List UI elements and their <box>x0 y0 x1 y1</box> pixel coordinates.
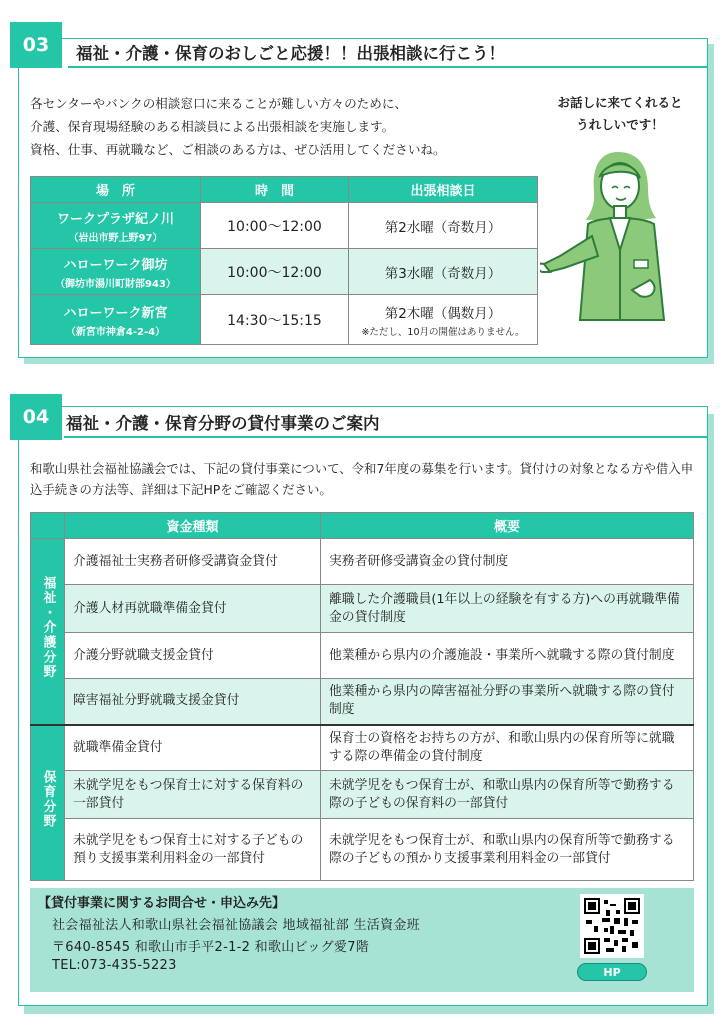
section4-title-underline <box>64 436 708 438</box>
place-cell <box>31 249 201 295</box>
qr-code-icon[interactable] <box>580 894 644 958</box>
place-address: （岩出市野上野97） <box>68 232 163 244</box>
contact-org: 社会福祉法人和歌山県社会福祉協議会 地域福祉部 生活資金班 <box>52 918 420 933</box>
intro-line-1: 各センターやバンクの相談窓口に来ることが難しい方々のために、 <box>30 96 408 111</box>
time-cell: 10:00〜12:00 <box>201 249 349 295</box>
day-note: ※ただし、10月の開催はありません。 <box>361 326 525 338</box>
table-row <box>31 679 694 725</box>
fund-name: 介護人材再就職準備金貸付 <box>65 585 321 633</box>
place-name: ハローワーク御坊 <box>63 257 168 273</box>
fund-summary: 未就学児をもつ保育士が、和歌山県内の保育所等で勤務する際の子どもの預かり支援事業利用料金の一部貸付 <box>321 819 694 881</box>
intro-line-2: 介護、保育現場経験のある相談員による出張相談を実施します。 <box>30 119 395 134</box>
section3-title-underline <box>68 66 708 68</box>
table-row <box>31 771 694 819</box>
section3-title: 福祉・介護・保育のおしごと応援！！出張相談に行こう！ <box>76 44 505 63</box>
header-time: 時 間 <box>201 177 349 203</box>
time-cell: 10:00〜12:00 <box>201 203 349 249</box>
table-row <box>31 725 694 771</box>
hp-button[interactable]: HP <box>577 963 647 981</box>
fund-name: 介護分野就職支援金貸付 <box>65 633 321 679</box>
header-summary: 概要 <box>321 513 694 539</box>
contact-heading: 【貸付事業に関するお問合せ・申込み先】 <box>38 896 286 911</box>
section4-intro: 和歌山県社会福祉協議会では、下記の貸付事業について、令和7年度の募集を行います。貸付けの対象となる方や借入申込手続きの方法等、詳細は下記HPをご確認ください。 <box>30 461 694 497</box>
intro-line-3: 資格、仕事、再就職など、ご相談のある方は、ぜひ活用してくださいね。 <box>30 142 446 157</box>
fund-summary: 保育士の資格をお持ちの方が、和歌山県内の保育所等に就職する際の準備金の貸付制度 <box>321 725 694 771</box>
table-row <box>31 819 694 881</box>
time-cell: 14:30〜15:15 <box>201 295 349 345</box>
table-header-row <box>31 177 538 203</box>
fund-summary: 他業種から県内の障害福祉分野の事業所へ就職する際の貸付制度 <box>321 679 694 725</box>
fund-name: 介護福祉士実務者研修受講資金貸付 <box>65 539 321 585</box>
speech-line-2: うれしいです！ <box>576 117 664 132</box>
header-fund-type: 資金種類 <box>65 513 321 539</box>
place-address: （新宮市神倉4-2-4） <box>65 326 166 338</box>
qr-pattern <box>584 898 640 954</box>
day-cell <box>349 249 538 295</box>
fund-summary: 離職した介護職員(1年以上の経験を有する方)への再就職準備金の貸付制度 <box>321 585 694 633</box>
day-cell <box>349 203 538 249</box>
fund-summary: 実務者研修受講資金の貸付制度 <box>321 539 694 585</box>
place-cell <box>31 295 201 345</box>
table-row <box>31 203 538 249</box>
table-row <box>31 633 694 679</box>
section4-title: 福祉・介護・保育分野の貸付事業のご案内 <box>66 414 380 433</box>
place-address: （御坊市湯川町財部943） <box>55 278 176 290</box>
fund-name: 未就学児をもつ保育士に対する子どもの預り支援事業利用料金の一部貸付 <box>65 819 321 881</box>
fund-summary: 未就学児をもつ保育士が、和歌山県内の保育所等で勤務する際の子どもの保育料の一部貸付 <box>321 771 694 819</box>
header-day: 出張相談日 <box>349 177 538 203</box>
fund-name: 就職準備金貸付 <box>65 725 321 771</box>
fund-name: 未就学児をもつ保育士に対する保育料の一部貸付 <box>65 771 321 819</box>
table-row <box>31 295 538 345</box>
speech-text <box>540 92 700 136</box>
consultant-illustration <box>540 140 700 340</box>
day-text: 第3水曜（奇数月） <box>384 265 502 282</box>
section3-number-badge: 03 <box>10 22 62 68</box>
day-text: 第2木曜（偶数月） <box>384 305 502 322</box>
loan-table <box>30 512 694 881</box>
day-text: 第2水曜（奇数月） <box>384 219 502 236</box>
fund-name: 障害福祉分野就職支援金貸付 <box>65 679 321 725</box>
fund-summary: 他業種から県内の介護施設・事業所へ就職する際の貸付制度 <box>321 633 694 679</box>
day-cell <box>349 295 538 345</box>
section3-intro <box>30 92 550 161</box>
category-childcare: 保育分野 <box>31 725 65 881</box>
header-place: 場 所 <box>31 177 201 203</box>
table-header-row <box>31 513 694 539</box>
place-name: ハローワーク新宮 <box>63 305 168 321</box>
section4-number-badge: 04 <box>10 394 62 440</box>
place-name: ワークプラザ紀ノ川 <box>56 211 174 227</box>
contact-tel: TEL:073-435-5223 <box>52 958 177 973</box>
contact-address: 〒640-8545 和歌山市手平2-1-2 和歌山ビッグ愛7階 <box>52 940 370 955</box>
place-cell <box>31 203 201 249</box>
category-welfare: 福祉・介護分野 <box>31 539 65 725</box>
header-blank <box>31 513 65 539</box>
consultation-table <box>30 176 538 345</box>
speech-line-1: お話しに来てくれると <box>557 95 683 110</box>
table-row <box>31 585 694 633</box>
table-row <box>31 539 694 585</box>
table-row <box>31 249 538 295</box>
